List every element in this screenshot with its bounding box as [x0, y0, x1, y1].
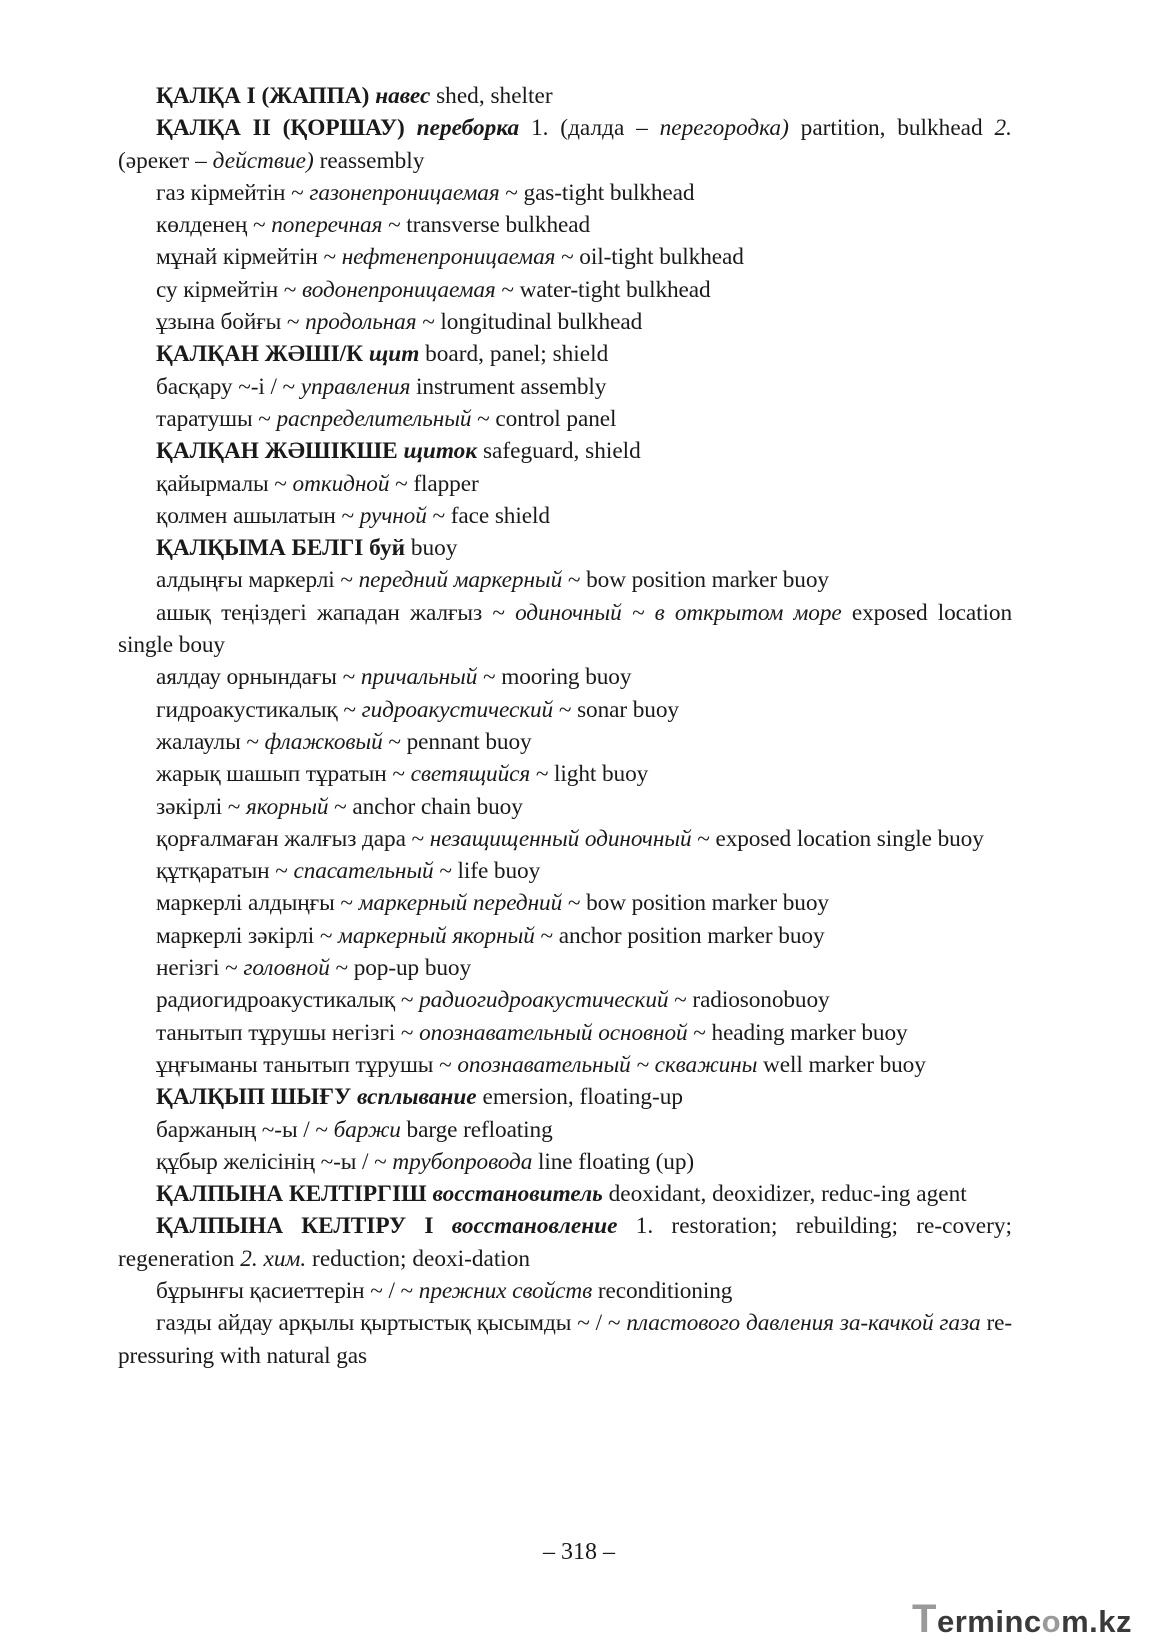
entry-text: shed, shelter — [430, 83, 553, 109]
russian-term: одиночный ~ в открытом море — [515, 599, 842, 626]
entry-subterm — [118, 887, 1012, 919]
entry-subterm — [118, 1114, 1012, 1146]
entry-text: алдыңғы маркерлі ~ — [156, 567, 359, 594]
entry-text: ~ transverse bulkhead — [382, 212, 591, 239]
entry-text: ~ anchor position marker buoy — [534, 922, 825, 949]
entry-text: partition, bulkhead — [788, 115, 995, 142]
russian-term: маркерный передний — [358, 890, 563, 917]
watermark-text-2: m.kz — [1061, 1604, 1132, 1639]
entry-text: 1. (далда – — [519, 115, 660, 142]
entry-text: зәкірлі ~ — [156, 793, 247, 820]
entry-text: басқару ~-і / ~ — [156, 373, 301, 400]
headword: ҚАЛҚАН ЖӘШІКШЕ — [156, 438, 398, 465]
dictionary-page — [118, 80, 1012, 1372]
russian-headword: щиток — [403, 438, 478, 465]
entry-headword — [118, 112, 1012, 177]
entry-headword — [118, 338, 1012, 370]
entry-text: reassembly — [313, 147, 425, 174]
entry-subterm — [118, 403, 1012, 435]
entry-text: ~ flapper — [389, 470, 479, 497]
entry-subterm — [118, 726, 1012, 758]
headword: ҚАЛПЫНА КЕЛТІРУ І — [156, 1213, 434, 1240]
russian-term: незащищенный одиночный — [429, 825, 692, 852]
entry-text: well marker buoy — [757, 1051, 926, 1078]
entry-subterm — [118, 694, 1012, 726]
entry-text: ~ sonar buoy — [553, 696, 679, 723]
entry-text: ~ exposed location single buoy — [691, 825, 984, 852]
russian-term: нефтенепроницаемая — [341, 244, 556, 271]
entry-subterm — [118, 855, 1012, 887]
russian-term: опознавательный ~ скважины — [457, 1051, 758, 1078]
entry-text: re-pressuring with natural gas — [118, 1310, 1013, 1369]
entry-text: ~ control panel — [471, 405, 617, 432]
entry-text: ~ longitudinal bulkhead — [416, 309, 643, 336]
russian-headword: восстановление — [451, 1213, 618, 1240]
entry-text: ~ light buoy — [530, 761, 649, 788]
entry-text: маркерлі алдыңғы ~ — [156, 890, 359, 917]
entry-text: reduction; deoxi-dation — [306, 1245, 531, 1272]
russian-term: действие) — [212, 147, 314, 174]
entry-subterm — [118, 1146, 1012, 1178]
headword: ҚАЛҚЫМА БЕЛГІ буй — [156, 535, 406, 562]
russian-term: маркерный якорный — [338, 922, 535, 949]
entry-subterm — [118, 500, 1012, 532]
entry-text: line floating (up) — [532, 1148, 695, 1175]
russian-term: гидроакустический — [361, 696, 554, 723]
headword: ҚАЛҚА ІІ (ҚОРШАУ) — [156, 115, 405, 142]
entry-subterm — [118, 791, 1012, 823]
russian-term: управления — [300, 373, 411, 400]
russian-term: трубопровода — [392, 1148, 533, 1175]
entry-subterm — [118, 597, 1012, 662]
entry-text: ~ mooring buoy — [477, 664, 632, 691]
russian-headword: переборка — [416, 115, 520, 142]
entry-text: barge refloating — [400, 1116, 553, 1143]
entry-text: ~ bow position marker buoy — [562, 890, 829, 917]
russian-term: 2. — [994, 115, 1012, 142]
entry-headword — [118, 532, 1012, 564]
russian-headword: восстановитель — [432, 1181, 603, 1208]
entry-subterm — [118, 1049, 1012, 1081]
entry-text: көлденең ~ — [156, 212, 272, 239]
entry-headword — [118, 1210, 1012, 1275]
magnifier-icon: o — [1041, 1604, 1062, 1639]
page-number: – 318 – — [543, 1539, 615, 1565]
entry-text: reconditioning — [592, 1277, 733, 1304]
entry-text: құбыр желісінің ~-ы / ~ — [156, 1148, 393, 1175]
entry-subterm — [118, 823, 1012, 855]
entry-text: қорғалмаған жалғыз дара ~ — [156, 825, 430, 852]
russian-term: спасательный — [293, 858, 434, 885]
russian-headword: навес — [375, 83, 431, 109]
russian-term: головной — [243, 955, 330, 982]
russian-term: передний маркерный — [358, 567, 563, 594]
russian-term: прежних свойств — [418, 1277, 593, 1304]
headword: ҚАЛПЫНА КЕЛТІРГІШ — [156, 1181, 427, 1208]
russian-term: баржи — [333, 1116, 401, 1143]
entry-text: ~ life buoy — [433, 858, 541, 885]
russian-term: светящийся — [410, 761, 531, 788]
entry-text: таратушы ~ — [156, 405, 277, 432]
entry-subterm — [118, 306, 1012, 338]
watermark-logo — [912, 1597, 1132, 1642]
entry-text: негізгі ~ — [156, 955, 244, 982]
entry-text: ұңғыманы танытып тұрушы ~ — [156, 1051, 458, 1078]
russian-term: пластового давления за-качкой газа — [626, 1310, 981, 1337]
entry-subterm — [118, 661, 1012, 693]
entry-text: радиогидроакустикалық ~ — [156, 987, 420, 1014]
entry-subterm — [118, 274, 1012, 306]
russian-term: водонепроницаемая — [302, 276, 496, 303]
entry-subterm — [118, 758, 1012, 790]
entry-text: ~ oil-tight bulkhead — [555, 244, 744, 271]
entry-subterm — [118, 564, 1012, 596]
entry-text: ~ anchor chain buoy — [328, 793, 523, 820]
entry-text: қайырмалы ~ — [156, 470, 293, 497]
entry-text: ~ radiosonobuoy — [668, 987, 830, 1014]
entry-text: ~ bow position marker buoy — [562, 567, 829, 594]
entry-text: ~ pop-up buoy — [329, 955, 472, 982]
russian-term: продольная — [305, 309, 417, 336]
russian-headword: щит — [368, 341, 420, 368]
watermark-letter-t: T — [912, 1597, 937, 1641]
entry-text: instrument assembly — [410, 373, 607, 400]
entry-headword — [118, 435, 1012, 467]
headword: ҚАЛҚА І (ЖАППА) — [156, 83, 370, 109]
entry-subterm — [118, 1017, 1012, 1049]
russian-term: ручной — [359, 502, 427, 529]
entry-subterm — [118, 177, 1012, 209]
entry-text: ~ gas-tight bulkhead — [499, 179, 695, 206]
headword: ҚАЛҚАН ЖӘШІ/К — [156, 341, 363, 368]
russian-term: перегородка) — [659, 115, 789, 142]
entry-headword — [118, 1178, 1012, 1210]
entry-text: маркерлі зәкірлі ~ — [156, 922, 339, 949]
russian-term: якорный — [246, 793, 329, 820]
russian-term: откидной — [292, 470, 390, 497]
entry-text: ~ pennant buoy — [382, 728, 532, 755]
entry-subterm — [118, 1275, 1012, 1307]
entry-headword — [118, 1081, 1012, 1113]
entry-text: board, panel; shield — [419, 341, 609, 368]
entry-subterm — [118, 468, 1012, 500]
russian-term: опознавательный основной — [419, 1019, 688, 1046]
entry-text: бұрынғы қасиеттерін ~ / ~ — [156, 1277, 419, 1304]
russian-term: радиогидроакустический — [419, 987, 669, 1014]
entry-text: газ кірмейтін ~ — [156, 179, 310, 206]
entry-subterm — [118, 1307, 1012, 1372]
entry-text: ашық теңіздегі жападан жалғыз ~ — [156, 599, 516, 626]
entry-headword — [118, 80, 1012, 112]
russian-term: газонепроницаемая — [309, 179, 500, 206]
entry-text: құтқаратын ~ — [156, 858, 294, 885]
russian-term: 2. хим. — [240, 1245, 307, 1272]
entry-text: ~ heading marker buoy — [687, 1019, 908, 1046]
entry-subterm — [118, 920, 1012, 952]
entry-text: баржаның ~-ы / ~ — [156, 1116, 334, 1143]
entry-text — [405, 115, 417, 141]
entry-text: жалаулы ~ — [156, 728, 265, 755]
entry-text: buoy — [405, 535, 458, 562]
entry-subterm — [118, 209, 1012, 241]
russian-term: флажковый — [264, 728, 383, 755]
watermark-text-1: erminc — [936, 1604, 1042, 1639]
entry-subterm — [118, 241, 1012, 273]
entry-text: exposed location single bouy — [118, 599, 1012, 659]
entry-text: жарық шашып тұратын ~ — [156, 761, 411, 788]
entry-text: (әрекет – — [118, 147, 213, 174]
entry-text: ұзына бойғы ~ — [156, 309, 306, 336]
entry-text — [433, 1213, 451, 1239]
russian-headword: всплывание — [357, 1084, 477, 1111]
entry-subterm — [118, 371, 1012, 403]
entry-text: газды айдау арқылы қыртыстық қысымды ~ / ~ — [156, 1310, 627, 1337]
entry-text: safeguard, shield — [477, 438, 641, 465]
entry-subterm — [118, 952, 1012, 984]
entry-text: танытып тұрушы негізгі ~ — [156, 1019, 420, 1046]
entry-text: ~ water-tight bulkhead — [495, 276, 711, 303]
entry-subterm — [118, 984, 1012, 1016]
entry-text: қолмен ашылатын ~ — [156, 502, 360, 529]
russian-term: распределительный — [276, 405, 472, 432]
entry-text: аялдау орнындағы ~ — [156, 664, 361, 691]
entry-text: гидроакустикалық ~ — [156, 696, 362, 723]
entry-text: су кірмейтін ~ — [156, 276, 303, 303]
entry-text: мұнай кірмейтін ~ — [156, 244, 342, 271]
entry-text: 1. restoration; rebuilding; re-covery; regeneration — [118, 1213, 1012, 1272]
entry-text: ~ face shield — [426, 502, 550, 529]
entry-text: deoxidant, deoxidizer, reduc-ing agent — [602, 1181, 967, 1208]
entry-text: emersion, floating-up — [476, 1084, 684, 1111]
russian-term: причальный — [360, 664, 478, 691]
russian-term: поперечная — [271, 212, 383, 239]
headword: ҚАЛҚЫП ШЫҒУ — [156, 1084, 352, 1111]
